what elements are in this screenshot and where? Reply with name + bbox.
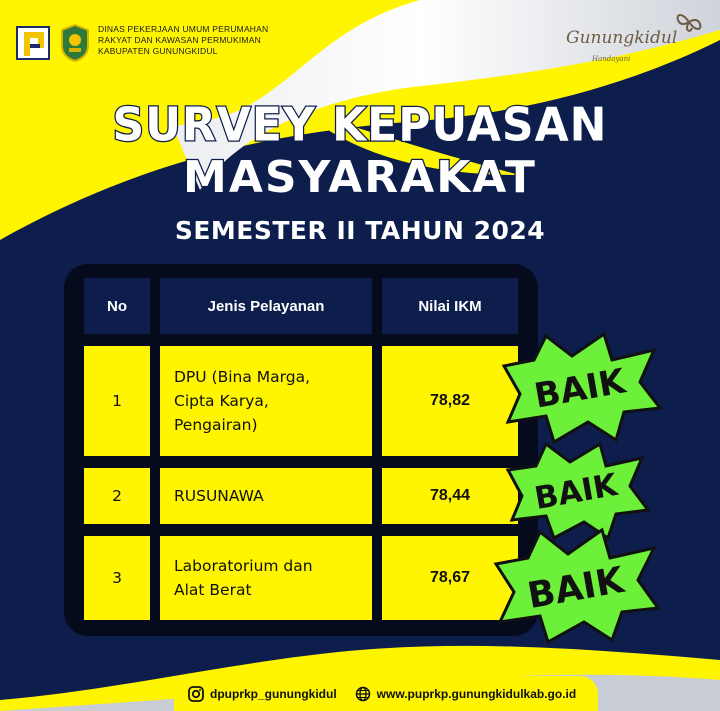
header-service: Jenis Pelayanan [160, 278, 372, 334]
badge-row-3 [486, 526, 662, 646]
agency-line-2: RAKYAT DAN KAWASAN PERMUKIMAN [98, 35, 261, 45]
badge-row-1-text: BAIK [531, 361, 629, 417]
header-no: No [84, 278, 150, 334]
row-3-service-line-1: Laboratorium dan [174, 557, 313, 575]
row-1-service-line-1: DPU (Bina Marga, [174, 368, 311, 386]
instagram-icon [188, 686, 204, 702]
row-1-no: 1 [84, 346, 150, 456]
brand-tagline: Handayani [592, 55, 631, 63]
title-line-2: MASYARAKAT [183, 152, 537, 203]
title-line-1: SURVEY KEPUASAN [112, 98, 608, 153]
agency-name [98, 24, 268, 57]
row-1-service-line-2: Cipta Karya, [174, 392, 269, 410]
badge-row-3-text: BAIK [524, 559, 627, 618]
row-2-service [160, 468, 372, 524]
header-ikm: Nilai IKM [382, 278, 518, 334]
badge-row-2 [500, 440, 650, 540]
row-2-no: 2 [84, 468, 150, 524]
agency-line-3: KABUPATEN GUNUNGKIDUL [98, 46, 218, 56]
results-table [64, 264, 538, 636]
row-1-service-line-3: Pengairan) [174, 416, 258, 434]
row-3-service-line-2: Alat Berat [174, 581, 252, 599]
website-link[interactable]: www.puprkp.gunungkidulkab.go.id [376, 687, 577, 701]
badge-row-2-text: BAIK [531, 467, 621, 517]
pu-logo [16, 26, 50, 60]
agency-line-1: DINAS PEKERJAAN UMUM PERUMAHAN [98, 24, 269, 34]
row-2-value: 78,44 [382, 468, 518, 524]
row-3-service [160, 536, 372, 620]
row-3-no: 3 [84, 536, 150, 620]
row-3-value: 78,67 [382, 536, 518, 620]
row-1-value: 78,82 [382, 346, 518, 456]
footer-bar [174, 676, 598, 711]
globe-icon [355, 686, 371, 702]
subtitle: SEMESTER II TAHUN 2024 [174, 216, 546, 245]
regency-emblem-icon [60, 24, 90, 62]
row-1-service [160, 346, 372, 456]
badge-row-1 [494, 330, 664, 446]
row-2-service-line-1: RUSUNAWA [174, 487, 264, 505]
instagram-handle[interactable]: dpuprkp_gunungkidul [210, 687, 337, 701]
brand-wordmark: Gunungkidul [566, 28, 678, 48]
